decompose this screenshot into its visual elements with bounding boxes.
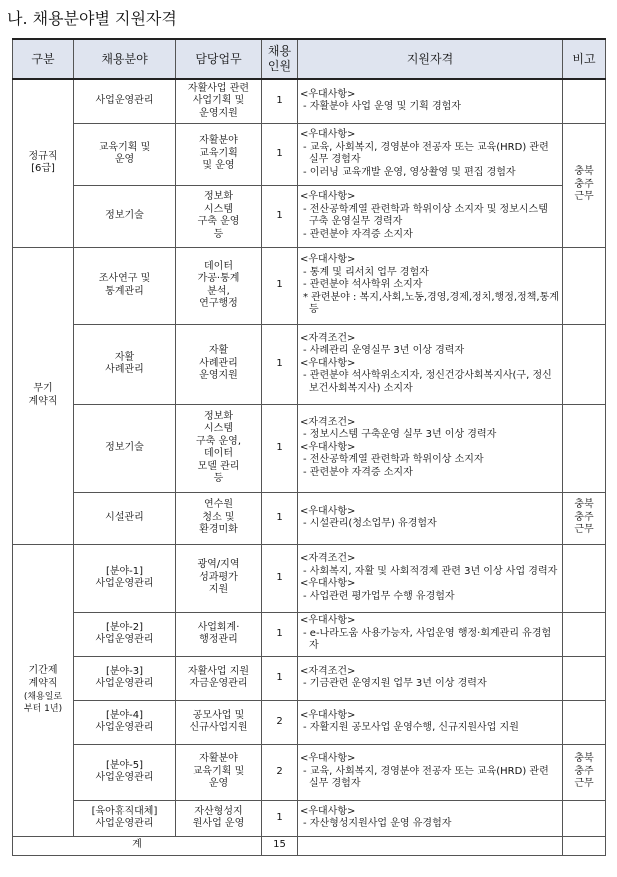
qualification-line: <자격조건> [300,416,356,428]
table-row [13,123,606,185]
duty-cell: 정보화 시스템 구축 운영, 데이터 모델 관리 등 [176,404,262,492]
qualification-line: - 사례관리 운영실무 3년 이상 경력자 [303,345,465,357]
qualification-line: - 시설관리(청소업무) 유경험자 [303,518,437,529]
field-cell: [분야-4] 사업운영관리 [74,700,176,744]
table-row [13,544,606,612]
total-count: 15 [262,836,298,855]
note-cell [563,656,606,700]
table-row [13,744,606,800]
header-headcount: 채용 인원 [262,39,298,79]
duty-cell: 광역/지역 성과평가 지원 [176,544,262,612]
total-note-cell [563,836,606,855]
duty-cell: 자활분야 교육기획 및 운영 [176,123,262,185]
qualification-cell [298,744,563,800]
duty-cell: 자활 사례관리 운영지원 [176,324,262,404]
qualification-line: <우대사항> [300,615,356,627]
table-row [13,492,606,544]
field-cell-prefix: [육아휴직대체] [91,805,158,817]
qualification-cell [298,79,563,123]
field-cell: [분야-3] 사업운영관리 [74,656,176,700]
count-cell: 2 [262,744,298,800]
note-cell: 충북 충주 근무 [563,123,606,247]
field-cell: [분야-5] 사업운영관리 [74,744,176,800]
page-title: 나. 채용분야별 지원자격 [7,9,177,28]
qualification-line: <자격조건> [300,665,356,677]
qualification-line: <우대사항> [300,441,356,453]
field-cell-label: 사업운영관리 [95,818,154,829]
count-cell: 1 [262,656,298,700]
field-cell: 자활 사례관리 [74,324,176,404]
field-cell: 정보기술 [74,185,176,247]
qualification-line: - 전산공학계열 관련학과 학위이상 소지자 [303,454,484,466]
note-cell [563,612,606,656]
table-row [13,324,606,404]
note-cell [563,324,606,404]
field-cell: 조사연구 및 통계관리 [74,247,176,324]
duty-cell: 자활사업 관련 사업기획 및 운영지원 [176,79,262,123]
qualification-cell [298,544,563,612]
count-cell: 2 [262,700,298,744]
field-cell: 사업운영관리 [74,79,176,123]
qualification-line: - 관련분야 석사학위소지자, 정신건강사회복지사(구, 정신보건사회복지사) 소지자 [303,370,552,394]
header-category: 구분 [13,39,74,79]
qualification-line: - 관련분야 자격증 소지자 [303,228,413,240]
qualification-line: <우대사항> [300,254,356,266]
header-qualification: 지원자격 [298,39,563,79]
qualification-line: - 정보시스템 구축운영 실무 3년 이상 경력자 [303,429,497,441]
group-fixed-term-period: (채용일로 부터 1년) [23,692,63,714]
table-row [13,800,606,836]
count-cell: 1 [262,79,298,123]
field-cell: 교육기획 및 운영 [74,123,176,185]
qualification-line: <우대사항> [300,88,356,100]
note-cell [563,800,606,836]
qualification-cell [298,656,563,700]
count-cell: 1 [262,612,298,656]
count-cell: 1 [262,544,298,612]
table-row [13,404,606,492]
duty-cell: 연수원 청소 및 환경미화 [176,492,262,544]
note-cell: 충북 충주 근무 [563,492,606,544]
qualification-line: - 전산공학계열 관련학과 학위이상 소지자 및 정보시스템 구축 운영실무 경력자 [303,203,548,227]
qualification-cell [298,324,563,404]
qualification-line: - e-나라도움 사용가능자, 사업운영 행정·회계관리 유경험자 [303,627,552,652]
group-fixed-term [13,544,74,836]
qualification-line: <우대사항> [300,129,356,140]
qualification-line: - 관련분야 자격증 소지자 [303,466,413,478]
header-field: 채용분야 [74,39,176,79]
qualification-cell [298,800,563,836]
qualification-cell [298,123,563,185]
table-header-row [13,39,606,79]
group-indefinite: 무기 계약직 [13,247,74,544]
duty-cell: 자활분야 교육기획 및 운영 [176,744,262,800]
qualification-line: <우대사항> [300,357,356,369]
qualification-cell [298,612,563,656]
qualification-line: - 기금관련 운영지원 업무 3년 이상 경력자 [303,678,487,689]
table-row [13,656,606,700]
note-cell [563,700,606,744]
recruitment-table [12,38,606,856]
qualification-line: * 관련분야 : 복지,사회,노동,경영,경제,정치,행정,정책,통계 등 [303,291,559,316]
field-cell: [분야-2] 사업운영관리 [74,612,176,656]
note-cell: 충북 충주 근무 [563,744,606,800]
qualification-line: - 관련분야 석사학위 소지자 [303,279,423,291]
duty-cell: 사업회계· 행정관리 [176,612,262,656]
qualification-line: - 자산형성지원사업 운영 유경험자 [303,818,452,829]
qualification-line: - 통계 및 리서치 업무 경험자 [303,266,429,278]
qualification-line: <우대사항> [300,805,356,817]
group-fixed-term-label: 기간제 계약직 [28,665,58,689]
total-label: 계 [13,836,262,855]
note-cell [563,544,606,612]
qualification-line: - 이러닝 교육개발 운영, 영상촬영 및 편집 경험자 [303,166,516,178]
note-cell [563,247,606,324]
field-cell [74,800,176,836]
count-cell: 1 [262,324,298,404]
header-note: 비고 [563,39,606,79]
note-cell [563,404,606,492]
count-cell: 1 [262,247,298,324]
table-row [13,247,606,324]
field-cell: 시설관리 [74,492,176,544]
qualification-line: <우대사항> [300,709,356,721]
qualification-line: <우대사항> [300,505,356,517]
group-regular: 정규직 [6급] [13,79,74,247]
count-cell: 1 [262,404,298,492]
duty-cell: 데이터 가공·통계 분석, 연구행정 [176,247,262,324]
qualification-cell [298,492,563,544]
qualification-line: - 자활지원 공모사업 운영수행, 신규지원사업 지원 [303,722,519,733]
duty-cell: 공모사업 및 신규사업지원 [176,700,262,744]
total-qualification-cell [298,836,563,855]
table-row [13,612,606,656]
qualification-line: <우대사항> [300,191,356,202]
count-cell: 1 [262,123,298,185]
header-duty: 담당업무 [176,39,262,79]
count-cell: 1 [262,185,298,247]
qualification-cell [298,404,563,492]
qualification-cell [298,185,563,247]
table-row [13,79,606,123]
qualification-line: - 자활분야 사업 운영 및 기획 경험자 [303,101,461,113]
count-cell: 1 [262,800,298,836]
table-row [13,700,606,744]
qualification-cell [298,700,563,744]
count-cell: 1 [262,492,298,544]
duty-cell: 자활사업 지원 자금운영관리 [176,656,262,700]
qualification-line: - 교육, 사회복지, 경영분야 전공자 또는 교육(HRD) 관련 실무 경험자 [303,765,549,790]
qualification-line: - 사업관련 평가업무 수행 유경험자 [303,590,455,602]
field-cell: [분야-1] 사업운영관리 [74,544,176,612]
qualification-line: <우대사항> [300,753,356,765]
qualification-line: - 교육, 사회복지, 경영분야 전공자 또는 교육(HRD) 관련 실무 경험자 [303,141,549,165]
duty-cell: 자산형성지 원사업 운영 [176,800,262,836]
total-row [13,836,606,855]
note-cell [563,79,606,123]
qualification-line: <자격조건> [300,553,356,564]
table-row [13,185,606,247]
duty-cell: 정보화 시스템 구축 운영 등 [176,185,262,247]
qualification-line: - 사회복지, 자활 및 사회적경제 관련 3년 이상 사업 경력자 [303,565,558,577]
qualification-cell [298,247,563,324]
field-cell: 정보기술 [74,404,176,492]
qualification-line: <자격조건> [300,332,356,344]
qualification-line: <우대사항> [300,578,356,589]
